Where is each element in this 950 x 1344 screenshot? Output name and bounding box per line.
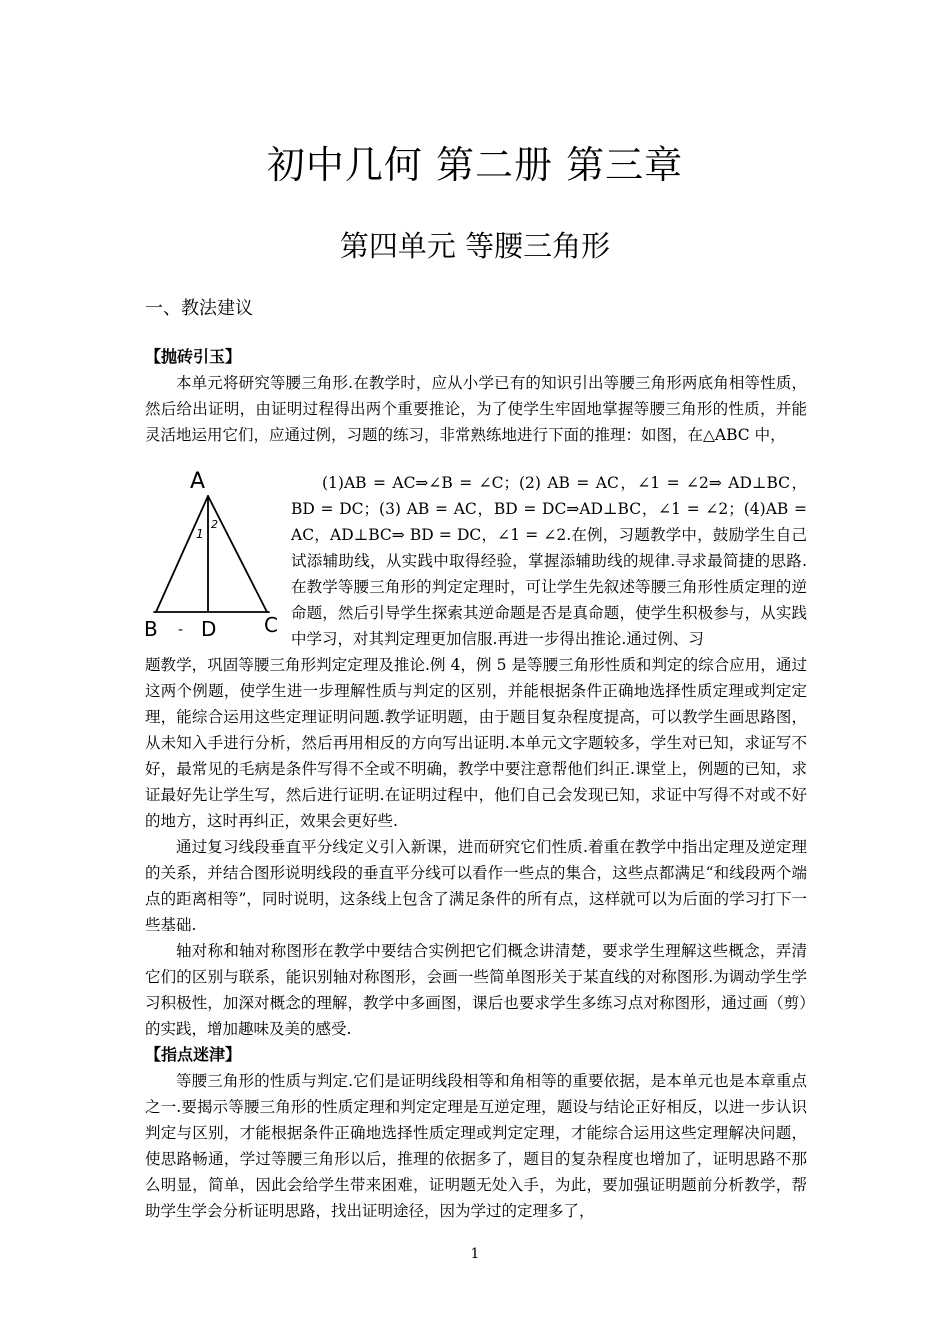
vertex-label-d: D	[201, 617, 217, 641]
vertex-label-a: A	[190, 469, 206, 494]
dash-mark: -	[178, 622, 184, 638]
vertex-label-b: B	[144, 617, 158, 641]
part1-body	[145, 652, 807, 1042]
part1-heading: 【抛砖引玉】	[145, 347, 242, 366]
page-number: 1	[470, 1246, 480, 1262]
symmetry-paragraph: 轴对称和轴对称图形在教学中要结合实例把它们概念讲清楚，要求学生理解这些概念，弄清它们的区别与联系，能识别轴对称图形，会画一些简单图形关于某直线的对称图形.为调动学生学习积极性，加深对概念的理解，教学中多画图，课后也要求学生多练习点对称图形，通过画（剪）的实践，增加趣味及美的感受.	[145, 942, 807, 1038]
side-ac	[208, 496, 267, 612]
part2-heading: 【指点迷津】	[145, 1045, 242, 1064]
page-title: 初中几何 第二册 第三章	[266, 143, 684, 187]
intro-paragraph: 本单元将研究等腰三角形.在教学时，应从小学已有的知识引出等腰三角形两底角相等性质，然后给出证明，由证明过程得出两个重要推论，为了使学生牢固地掌握等腰三角形的性质，并能灵活地运用它们，应通过例，习题的练习，非常熟练地进行下面的推理：如图，在△ABC 中，	[145, 374, 807, 444]
section-heading: 一、教法建议	[145, 298, 253, 319]
part1-intro	[145, 370, 807, 448]
vertex-label-c: C	[264, 613, 278, 637]
side-ab	[156, 496, 208, 612]
unit-subtitle: 第四单元 等腰三角形	[339, 229, 611, 263]
wrapped-paragraph: (1)AB = AC⇒∠B = ∠C；(2) AB = AC，∠1 = ∠2⇒ AD⊥BC，BD = DC；(3) AB = AC，BD = DC⇒AD⊥BC，∠1 = ∠2；(4)AB = AC，AD⊥BC⇒ BD = DC，∠1 = ∠2.在例，习题教学中，鼓励学生自己试添辅助线，从实践中取得经验，掌握添辅助线的规律.寻求最简捷的思路.在教学等腰三角形的判定定理时，可让学生先叙述等腰三角形性质定理的逆命题，然后引导学生探索其逆命题是否是真命题，使学生积极参与，从实践中学习，对其判定理更加信服.再进一步得出推论.通过例、习	[291, 474, 807, 648]
guidance-paragraph: 等腰三角形的性质与判定.它们是证明线段相等和角相等的重要依据，是本单元也是本章重点之一.要揭示等腰三角形的性质定理和判定定理是互逆定理，题设与结论正好相反，以进一步认识判定与区别，才能根据条件正确地选择性质定理或判定定理，才能综合运用这些定理解决问题，使思路畅通，学过等腰三角形以后，推理的依据多了，题目的复杂程度也增加了，证明思路不那么明显，简单，因此会给学生带来困难，证明题无处入手，为此，要加强证明题前分析教学，帮助学生学会分析证明思路，找出证明途径，因为学过的定理多了，	[145, 1072, 807, 1220]
figure-wrapped-text	[291, 470, 807, 652]
isosceles-triangle-figure	[140, 466, 290, 642]
angle-label-2: 2	[211, 518, 218, 531]
part2-body	[145, 1068, 807, 1224]
angle-label-1: 1	[196, 527, 204, 541]
bisector-paragraph: 通过复习线段垂直平分线定义引入新课，进而研究它们性质.着重在教学中指出定理及逆定理的关系，并结合图形说明线段的垂直平分线可以看作一些点的集合，这些点都满足“和线段两个端点的距离相等”，同时说明，这条线上包含了满足条件的所有点，这样就可以为后面的学习打下一些基础.	[145, 838, 807, 934]
continued-paragraph: 题教学，巩固等腰三角形判定定理及推论.例 4，例 5 是等腰三角形性质和判定的综合应用，通过这两个例题，使学生进一步理解性质与判定的区别，并能根据条件正确地选择性质定理或判定定理，能综合运用这些定理证明问题.教学证明题，由于题目复杂程度提高，可以教学生画思路图，从未知入手进行分析，然后再用相反的方向写出证明.本单元文字题较多，学生对已知，求证写不好，最常见的毛病是条件写得不全或不明确，教学中要注意帮他们纠正.课堂上，例题的已知，求证最好先让学生写，然后进行证明.在证明过程中，他们自己会发现已知，求证中写得不对或不好的地方，这时再纠正，效果会更好些.	[145, 656, 807, 830]
